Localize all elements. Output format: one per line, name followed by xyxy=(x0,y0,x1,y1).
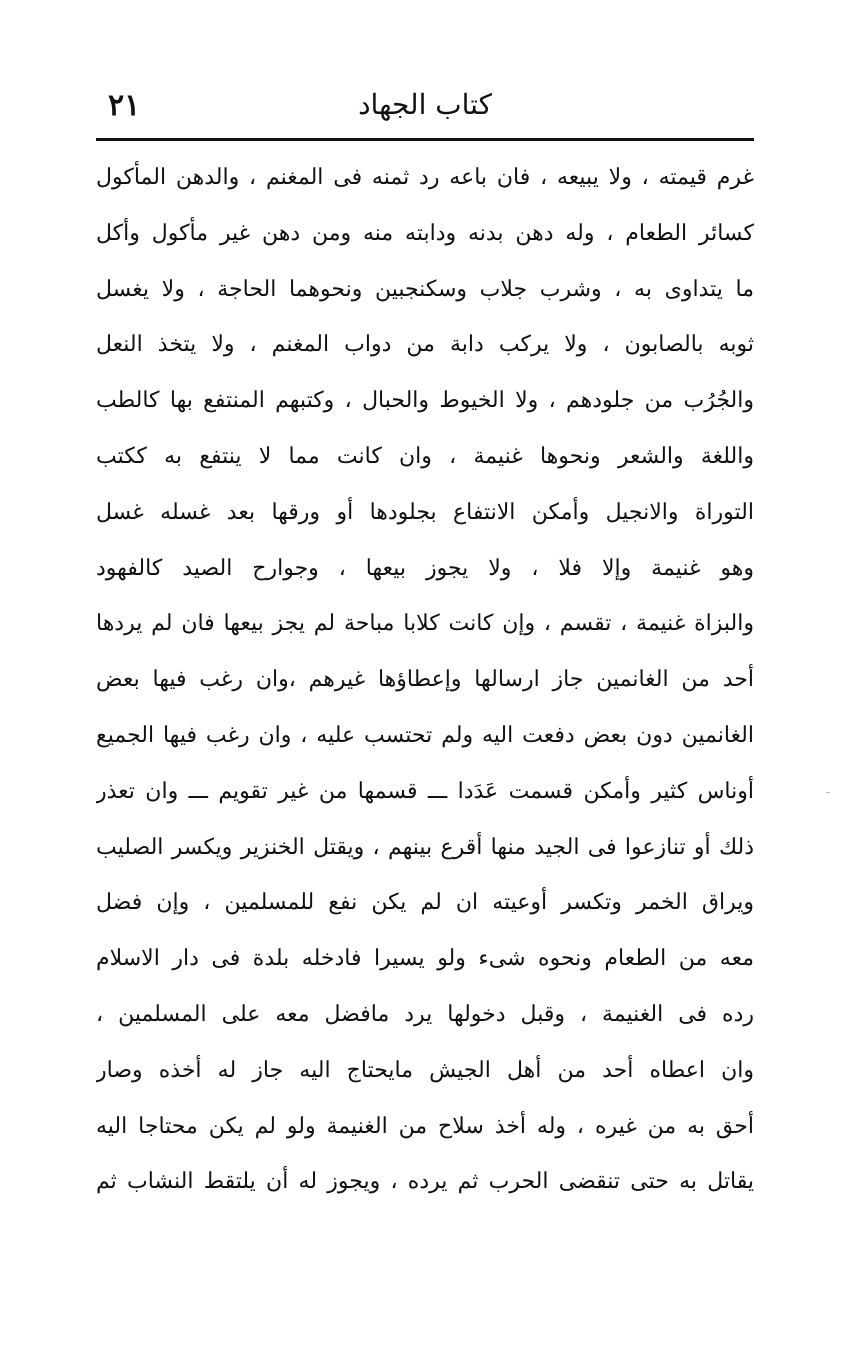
text-line: التوراة والانجيل وأمكن الانتفاع بجلودها أو ورقها بعد غسله غسل xyxy=(96,499,754,525)
text-line: معه من الطعام ونحوه شىء ولو يسيرا فادخله بلدة فى دار الاسلام xyxy=(96,946,754,972)
text-line: ذلك أو تنازعوا فى الجيد منها أقرع بينهم ، ويقتل الخنزير ويكسر الصليب xyxy=(96,834,754,860)
text-line: واللغة والشعر ونحوها غنيمة ، وان كانت مما لا ينتفع به ككتب xyxy=(96,443,754,469)
header-rule xyxy=(96,138,754,141)
text-line: أحق به من غيره ، وله أخذ سلاح من الغنيمة ولو لم يكن محتاجا اليه xyxy=(96,1113,754,1139)
text-line: رده فى الغنيمة ، وقبل دخولها يرد مافضل معه على المسلمين ، xyxy=(96,1001,754,1027)
text-line: الغانمين دون بعض دفعت اليه ولم تحتسب عليه ، وان رغب فيها الجميع xyxy=(96,722,754,748)
page-header xyxy=(96,86,754,134)
text-line: غرم قيمته ، ولا يبيعه ، فان باعه رد ثمنه فى المغنم ، والدهن المأكول xyxy=(96,165,754,190)
text-line: والجُرُب من جلودهم ، ولا الخيوط والحبال ، وكتبهم المنتفع بها كالطب xyxy=(96,388,754,414)
running-title: كتاب الجهاد xyxy=(358,88,492,121)
text-line: ويراق الخمر وتكسر أوعيته ان لم يكن نفع للمسلمين ، وإن فضل xyxy=(96,890,754,916)
page-number: ٢١ xyxy=(108,88,141,123)
text-line: يقاتل به حتى تنقضى الحرب ثم يرده ، ويجوز له أن يلتقط النشاب ثم xyxy=(96,1169,754,1195)
text-line: والبزاة غنيمة ، تقسم ، وإن كانت كلابا مباحة لم يجز بيعها فان لم يردها xyxy=(96,611,754,637)
text-line: أحد من الغانمين جاز ارسالها وإعطاؤها غيرهم ،وان رغب فيها بعض xyxy=(96,667,754,693)
text-line: أوناس كثير وأمكن قسمت عَدَدا ـــ قسمها من غير تقويم ـــ وان تعذر xyxy=(96,778,754,804)
text-line: ما يتداوى به ، وشرب جلاب وسكنجبين ونحوهما الحاجة ، ولا يغسل xyxy=(96,276,754,302)
text-line: وان اعطاه أحد من أهل الجيش مايحتاج اليه جاز له أخذه وصار xyxy=(96,1057,754,1083)
scan-edge-mark xyxy=(826,792,830,793)
text-line: ثوبه بالصابون ، ولا يركب دابة من دواب المغنم ، ولا يتخذ النعل xyxy=(96,332,754,358)
text-line: كسائر الطعام ، وله دهن بدنه ودابته منه ومن دهن غير مأكول وأكل xyxy=(96,220,754,246)
body-text xyxy=(96,150,754,1210)
text-line: وهو غنيمة وإلا فلا ، ولا يجوز بيعها ، وجوارح الصيد كالفهود xyxy=(96,555,754,581)
